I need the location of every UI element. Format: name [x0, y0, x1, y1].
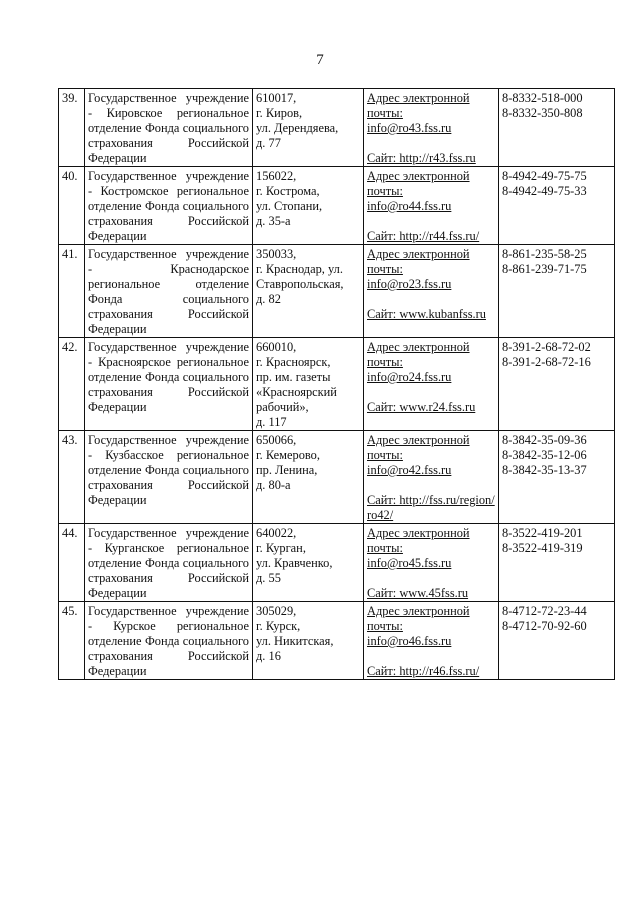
address-line: 650066, [256, 433, 297, 447]
contacts-cell [364, 167, 499, 245]
organization-name [85, 602, 253, 680]
email-link[interactable]: info@ro42.fss.ru [367, 463, 452, 477]
address-line: пр. им. газеты [256, 370, 331, 384]
organization-name-line: страхования Российской [88, 136, 249, 150]
organization-name-line: Федерации [88, 586, 147, 600]
address-line: 610017, [256, 91, 297, 105]
address-line: пр. Ленина, [256, 463, 318, 477]
organization-name-line: Фонда социального [144, 463, 249, 477]
address-line: д. 80-а [256, 478, 291, 492]
email-link[interactable]: info@ro43.fss.ru [367, 121, 452, 135]
postal-address [253, 524, 364, 602]
phone-number: 8-4712-70-92-60 [502, 619, 587, 633]
branch-table [58, 88, 615, 680]
organization-name-line: учреждение - Курское [88, 604, 249, 633]
organization-name-line: Государственное [88, 91, 177, 105]
organization-name-line: Фонда социального [88, 292, 249, 306]
phone-number: 8-861-239-71-75 [502, 262, 587, 276]
address-line: д. 35-а [256, 214, 291, 228]
phone-number: 8-391-2-68-72-02 [502, 340, 591, 354]
organization-name-line: Фонда социального [144, 199, 249, 213]
email-link[interactable]: info@ro46.fss.ru [367, 634, 452, 648]
organization-name-line: учреждение - Кировское [88, 91, 249, 120]
website-link[interactable]: Сайт: www.45fss.ru [367, 586, 469, 600]
website-link[interactable]: Сайт: http://r44.fss.ru/ [367, 229, 480, 243]
organization-name-line: Краснодарское [170, 262, 249, 276]
phone-number: 8-4712-72-23-44 [502, 604, 587, 618]
organization-name-line: Государственное [88, 247, 177, 261]
organization-name-line: Федерации [88, 151, 147, 165]
organization-name-line: страхования Российской [88, 214, 249, 228]
website-link[interactable]: Сайт: http://r46.fss.ru/ [367, 664, 480, 678]
address-line: д. 82 [256, 292, 281, 306]
postal-address [253, 89, 364, 167]
email-label: Адрес электронной почты: [367, 604, 470, 633]
website-link[interactable]: Сайт: www.kubanfss.ru [367, 307, 486, 321]
row-number: 44. [59, 524, 85, 602]
address-line: г. Курган, [256, 541, 306, 555]
phone-number: 8-3522-419-201 [502, 526, 583, 540]
organization-name-line: Фонда социального [144, 121, 249, 135]
phone-numbers [499, 89, 615, 167]
postal-address [253, 431, 364, 524]
postal-address [253, 167, 364, 245]
address-line: г. Киров, [256, 106, 303, 120]
row-number: 40. [59, 167, 85, 245]
row-number: 42. [59, 338, 85, 431]
organization-name-line: учреждение - [88, 247, 249, 276]
email-link[interactable]: info@ro23.fss.ru [367, 277, 452, 291]
phone-numbers [499, 245, 615, 338]
organization-name-line: страхования Российской [88, 649, 249, 663]
address-line: г. Красноярск, [256, 355, 331, 369]
organization-name-line: Федерации [88, 322, 147, 336]
postal-address [253, 338, 364, 431]
organization-name-line: страхования Российской [88, 307, 249, 321]
address-line: г. Кемерово, [256, 448, 320, 462]
page-number: 7 [316, 52, 324, 68]
contacts-cell [364, 89, 499, 167]
address-line: рабочий», [256, 400, 309, 414]
phone-number: 8-8332-350-808 [502, 106, 583, 120]
organization-name-line: учреждение - Кузбасское [88, 433, 249, 462]
address-line: «Красноярский [256, 385, 337, 399]
organization-name-line: региональное отделение [88, 355, 249, 384]
address-line: ул. Дерендяева, [256, 121, 339, 135]
phone-numbers [499, 431, 615, 524]
contacts-cell [364, 524, 499, 602]
organization-name-line: Фонда социального [144, 634, 249, 648]
phone-numbers [499, 602, 615, 680]
organization-name-line: Государственное [88, 340, 177, 354]
contacts-cell [364, 431, 499, 524]
address-line: 350033, [256, 247, 297, 261]
address-line: Ставропольская, [256, 277, 344, 291]
postal-address [253, 245, 364, 338]
organization-name-line: Государственное [88, 433, 177, 447]
phone-number: 8-861-235-58-25 [502, 247, 587, 261]
website-link[interactable]: Сайт: www.r24.fss.ru [367, 400, 476, 414]
email-link[interactable]: info@ro45.fss.ru [367, 556, 452, 570]
table-row [59, 524, 615, 602]
address-line: ул. Кравченко, [256, 556, 333, 570]
organization-name-line: Государственное [88, 604, 177, 618]
address-line: ул. Стопани, [256, 199, 323, 213]
contacts-cell [364, 602, 499, 680]
phone-number: 8-4942-49-75-75 [502, 169, 587, 183]
organization-name-line: Фонда социального [144, 370, 249, 384]
organization-name-line: Государственное [88, 526, 177, 540]
organization-name-line: региональное отделение [88, 184, 249, 213]
address-line: д. 77 [256, 136, 281, 150]
row-number: 41. [59, 245, 85, 338]
phone-numbers [499, 167, 615, 245]
table-row [59, 167, 615, 245]
email-label: Адрес электронной почты: [367, 526, 470, 555]
table-row [59, 431, 615, 524]
address-line: г. Кострома, [256, 184, 320, 198]
phone-number: 8-3842-35-13-37 [502, 463, 587, 477]
email-label: Адрес электронной почты: [367, 169, 470, 198]
email-label: Адрес электронной почты: [367, 247, 470, 276]
postal-address [253, 602, 364, 680]
row-number: 45. [59, 602, 85, 680]
phone-number: 8-3522-419-319 [502, 541, 583, 555]
email-label: Адрес электронной почты: [367, 91, 470, 120]
organization-name-line: региональное отделение [88, 106, 249, 135]
organization-name-line: Федерации [88, 664, 147, 678]
organization-name-line: Государственное [88, 169, 177, 183]
row-number: 39. [59, 89, 85, 167]
address-line: д. 117 [256, 415, 287, 429]
address-line: д. 16 [256, 649, 281, 663]
website-link[interactable]: Сайт: http://r43.fss.ru [367, 151, 476, 165]
organization-name-line: региональное отделение [88, 619, 249, 648]
table-row [59, 338, 615, 431]
organization-name-line: Фонда социального [144, 556, 249, 570]
contacts-cell [364, 245, 499, 338]
phone-numbers [499, 524, 615, 602]
organization-name [85, 245, 253, 338]
organization-name-line: учреждение - Красноярское [88, 340, 249, 369]
organization-name-line: страхования Российской [88, 571, 249, 585]
phone-number: 8-3842-35-12-06 [502, 448, 587, 462]
phone-numbers [499, 338, 615, 431]
organization-name [85, 431, 253, 524]
phone-number: 8-8332-518-000 [502, 91, 583, 105]
organization-name [85, 524, 253, 602]
phone-number: 8-4942-49-75-33 [502, 184, 587, 198]
organization-name-line: региональное отделение [88, 277, 249, 291]
table-row [59, 245, 615, 338]
organization-name-line: Федерации [88, 400, 147, 414]
table-body [59, 89, 615, 680]
organization-name [85, 338, 253, 431]
table-row [59, 89, 615, 167]
organization-name-line: региональное отделение [88, 541, 249, 570]
organization-name [85, 167, 253, 245]
organization-name-line: Федерации [88, 229, 147, 243]
organization-name-line: Федерации [88, 493, 147, 507]
organization-name-line: страхования Российской [88, 385, 249, 399]
website-link[interactable]: Сайт: http://fss.ru/region/ro42/ [367, 493, 495, 522]
organization-name-line: учреждение - Костромское [88, 169, 249, 198]
organization-name-line: учреждение - Курганское [88, 526, 249, 555]
address-line: 156022, [256, 169, 297, 183]
address-line: ул. Никитская, [256, 634, 334, 648]
address-line: 660010, [256, 340, 297, 354]
address-line: г. Курск, [256, 619, 301, 633]
address-line: 305029, [256, 604, 297, 618]
table-row [59, 602, 615, 680]
email-label: Адрес электронной почты: [367, 433, 470, 462]
organization-name [85, 89, 253, 167]
address-line: 640022, [256, 526, 297, 540]
phone-number: 8-391-2-68-72-16 [502, 355, 591, 369]
organization-name-line: страхования Российской [88, 478, 249, 492]
row-number: 43. [59, 431, 85, 524]
phone-number: 8-3842-35-09-36 [502, 433, 587, 447]
contacts-cell [364, 338, 499, 431]
email-link[interactable]: info@ro44.fss.ru [367, 199, 452, 213]
organization-name-line: региональное отделение [88, 448, 249, 477]
address-line: д. 55 [256, 571, 281, 585]
email-link[interactable]: info@ro24.fss.ru [367, 370, 452, 384]
email-label: Адрес электронной почты: [367, 340, 470, 369]
address-line: г. Краснодар, ул. [256, 262, 343, 276]
